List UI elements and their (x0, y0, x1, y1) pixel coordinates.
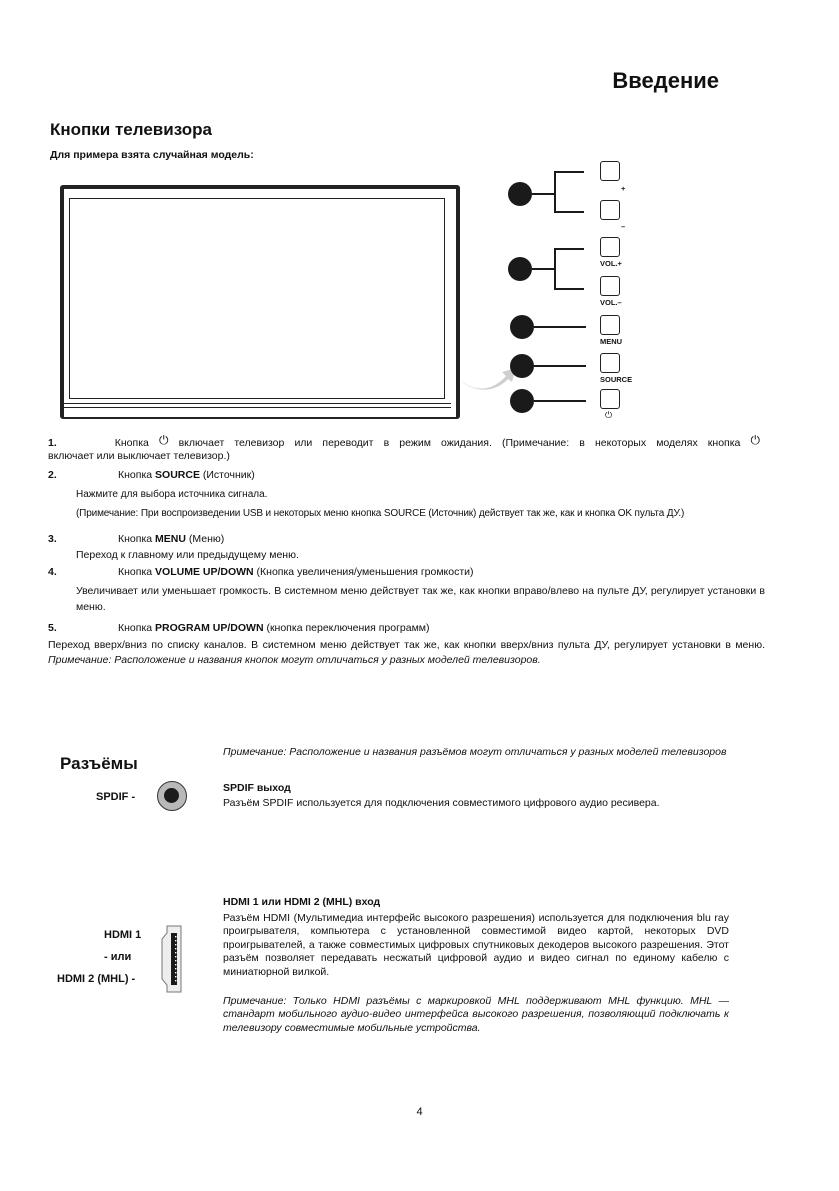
item-5-note-text: : Расположение и названия кнопок могут отличаться у разных моделей телевизоров. (108, 654, 541, 666)
program-down-label: – (621, 222, 626, 231)
item-5 (48, 622, 765, 668)
power-icon: ⏻ (750, 433, 760, 447)
item-2-bold: SOURCE (155, 469, 200, 481)
section-title-connectors: Разъёмы (60, 754, 138, 773)
item-5-line1: Переход вверх/вниз по списку каналов. В системном меню действует так же, как кнопки вверх/вниз пульта ДУ, регулирует установки в меню. (48, 639, 765, 651)
vol-up-button[interactable] (600, 237, 620, 257)
item-1 (48, 433, 760, 463)
item-4-number: 4. (48, 566, 57, 578)
callout-dot-2 (510, 354, 534, 378)
hdmi-label-1: HDMI 1 (104, 929, 142, 941)
subtitle: Для примера взята случайная модель: (50, 149, 254, 161)
source-label: SOURCE (600, 375, 633, 384)
callout-dot-4 (508, 257, 532, 281)
arrow-icon (458, 362, 518, 396)
connectors-note-text: : Расположение и названия разъёмов могут отличаться у разных моделей телевизоров (283, 746, 727, 758)
connector-line (554, 171, 584, 173)
hdmi-description: Разъём HDMI (Мультимедиа интерфейс высокого разрешения) используется для подключения blu ray проигрывателя, компьютера с установленной совместимой видео картой, некоторых DVD проигрывателей, а также совместимых цифровых спутниковых декодеров высокого разрешения. Этот разъём позволяет передавать несжатый цифровой аудио и видео сигнал по единому кабелю с миниатюрной вилкой. (223, 912, 729, 978)
item-3 (48, 533, 768, 562)
callout-dot-3 (510, 315, 534, 339)
item-4-prefix: Кнопка (118, 566, 153, 578)
spdif-jack-icon (157, 781, 187, 811)
connector-line (532, 193, 554, 195)
page-title: Введение (612, 68, 719, 93)
callout-dot-5 (508, 182, 532, 206)
connector-line (532, 268, 554, 270)
item-3-line1: Переход к главному или предыдущему меню. (76, 549, 299, 561)
connector-line (554, 288, 584, 290)
connector-line (554, 248, 556, 290)
connectors-note-label: Примечание (223, 746, 284, 758)
item-2-prefix: Кнопка (118, 469, 153, 481)
item-4-bold: VOLUME UP/DOWN (155, 566, 254, 578)
item-3-prefix: Кнопка (118, 533, 153, 545)
connector-line (554, 211, 584, 213)
connector-line (554, 248, 584, 250)
item-2-suffix: (Источник) (202, 469, 255, 481)
item-5-prefix: Кнопка (118, 622, 153, 634)
item-5-bold: PROGRAM UP/DOWN (155, 622, 264, 634)
item-4-suffix: (Кнопка увеличения/уменьшения громкости) (256, 566, 474, 578)
item-5-number: 5. (48, 622, 57, 634)
hdmi-label-or: - или (104, 951, 132, 963)
program-up-button[interactable] (600, 161, 620, 181)
hdmi-port-icon (161, 925, 183, 993)
item-1-text-continued: включает или выключает телевизор.) (48, 450, 230, 462)
item-1-number: 1. (48, 437, 57, 449)
program-down-button[interactable] (600, 200, 620, 220)
power-icon: ⏻ (605, 410, 613, 420)
item-2 (48, 469, 768, 520)
page-number: 4 (416, 1106, 423, 1118)
program-up-label: + (621, 184, 626, 193)
item-5-body (48, 638, 765, 668)
callout-dot-1 (510, 389, 534, 413)
menu-label: MENU (600, 337, 623, 346)
spdif-title: SPDIF выход (223, 782, 291, 794)
item-3-bold: MENU (155, 533, 186, 545)
vol-up-label: VOL.+ (600, 259, 622, 268)
hdmi-label-2: HDMI 2 (MHL) - (57, 973, 136, 985)
menu-button[interactable] (600, 315, 620, 335)
item-4 (48, 566, 765, 615)
vol-down-label: VOL.– (600, 298, 622, 307)
item-5-suffix: (кнопка переключения программ) (266, 622, 430, 634)
source-button[interactable] (600, 353, 620, 373)
vol-down-button[interactable] (600, 276, 620, 296)
item-2-number: 2. (48, 469, 57, 481)
item-3-number: 3. (48, 533, 57, 545)
item-2-line2: (Примечание: При воспроизведении USB и некоторых меню кнопка SOURCE (Источник) действует так же, как и кнопка OK пульта ДУ.) (76, 508, 685, 519)
power-icon: ⏻ (158, 433, 169, 447)
connector-line (554, 171, 556, 213)
spdif-label: SPDIF - (96, 791, 136, 803)
connector-line (534, 400, 586, 402)
item-1-prefix: Кнопка (114, 437, 149, 449)
hdmi-title: HDMI 1 или HDMI 2 (MHL) вход (223, 896, 381, 908)
tv-screen (69, 198, 445, 399)
item-4-line1: Увеличивает или уменьшает громкость. В системном меню действует так же, как кнопки вправо/влево на пульте ДУ, регулирует установки в меню. (76, 585, 765, 613)
connectors-note (223, 746, 747, 758)
spdif-description: Разъём SPDIF используется для подключения совместимого цифрового аудио ресивера. (223, 797, 660, 809)
item-3-suffix: (Меню) (188, 533, 225, 545)
item-1-text: включает телевизор или переводит в режим ожидания. (Примечание: в некоторых моделях кнопка (178, 437, 741, 449)
tv-illustration (60, 185, 458, 421)
section-title-tv-buttons: Кнопки телевизора (50, 120, 212, 139)
connector-line (534, 326, 586, 328)
connector-line (534, 365, 586, 367)
item-5-note-label: Примечание (48, 654, 109, 666)
hdmi-note: Примечание: Только HDMI разъёмы с маркировкой MHL поддерживают MHL функцию. MHL — стандарт мобильного аудио-видео интерфейса высокого разрешения, позволяющий подключать к телевизору совместимые мобильные устройства. (223, 995, 729, 1034)
power-button[interactable] (600, 389, 620, 409)
item-2-line1: Нажмите для выбора источника сигнала. (76, 489, 268, 500)
tv-base (64, 403, 451, 408)
